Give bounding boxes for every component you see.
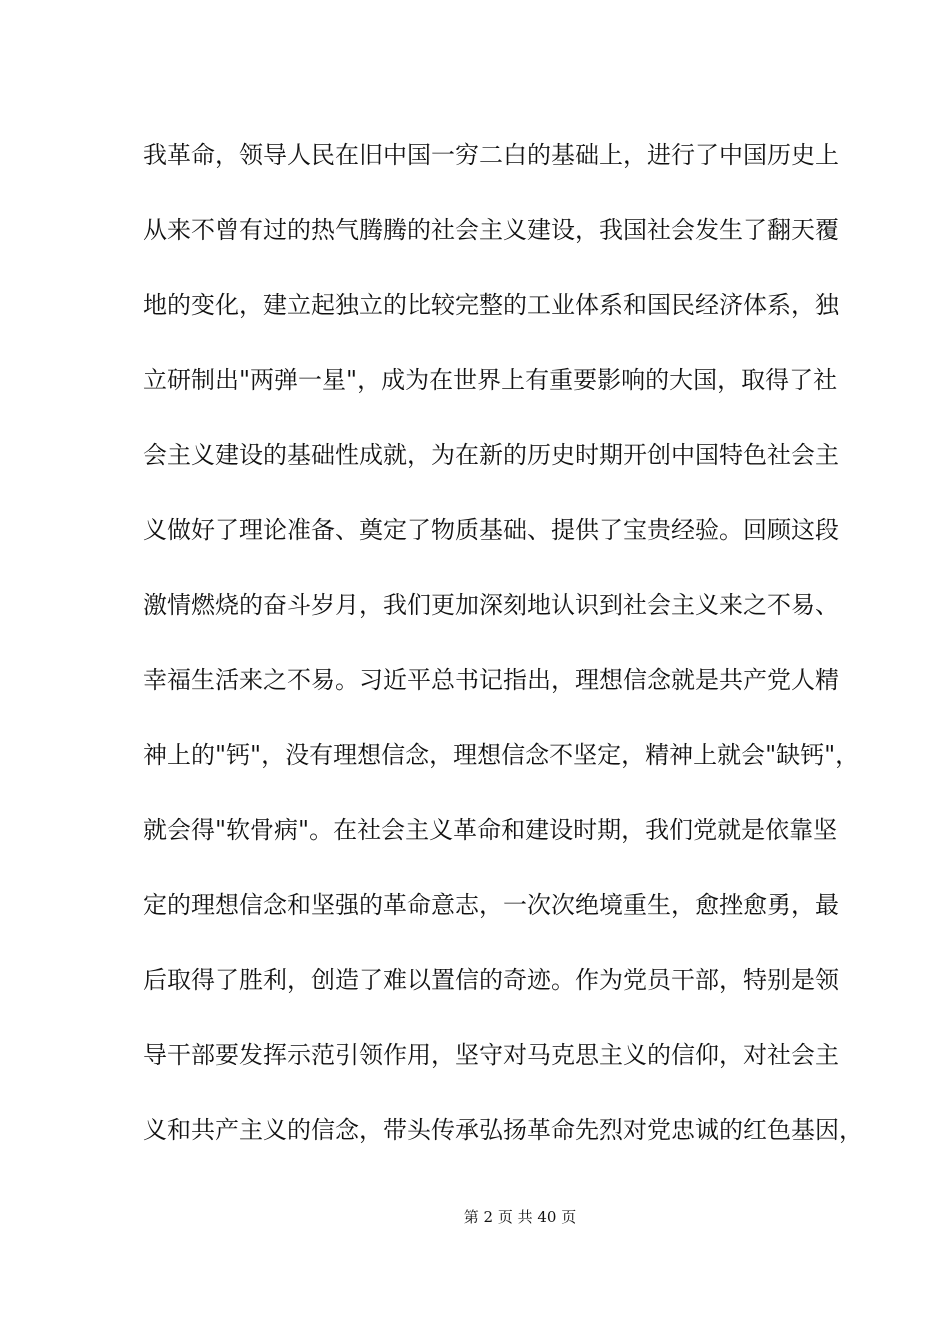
text-line-13: 导干部要发挥示范引领作用，坚守对马克思主义的信仰，对社会主 [143, 1041, 839, 1069]
page-number-footer: 第 2 页 共 40 页 [463, 1208, 577, 1226]
text-line-7: 激情燃烧的奋斗岁月，我们更加深刻地认识到社会主义来之不易、 [143, 591, 839, 619]
text-line-3: 地的变化，建立起独立的比较完整的工业体系和国民经济体系，独 [143, 291, 839, 319]
text-line-6: 义做好了理论准备、奠定了物质基础、提供了宝贵经验。回顾这段 [143, 516, 839, 544]
text-line-14: 义和共产主义的信念，带头传承弘扬革命先烈对党忠诚的红色基因， [143, 1116, 863, 1144]
text-line-5: 会主义建设的基础性成就，为在新的历史时期开创中国特色社会主 [143, 441, 839, 469]
text-line-8: 幸福生活来之不易。习近平总书记指出，理想信念就是共产党人精 [143, 666, 839, 694]
text-line-1: 我革命，领导人民在旧中国一穷二白的基础上，进行了中国历史上 [143, 141, 839, 169]
text-line-11: 定的理想信念和坚强的革命意志，一次次绝境重生，愈挫愈勇，最 [143, 891, 839, 919]
text-line-10: 就会得"软骨病"。在社会主义革命和建设时期，我们党就是依靠坚 [143, 816, 838, 844]
text-line-2: 从来不曾有过的热气腾腾的社会主义建设，我国社会发生了翻天覆 [143, 216, 839, 244]
text-line-4: 立研制出"两弹一星"，成为在世界上有重要影响的大国，取得了社 [143, 366, 838, 394]
body-text [143, 136, 863, 1186]
text-line-9: 神上的"钙"，没有理想信念，理想信念不坚定，精神上就会"缺钙"， [143, 741, 860, 769]
text-line-12: 后取得了胜利，创造了难以置信的奇迹。作为党员干部，特别是领 [143, 966, 839, 994]
